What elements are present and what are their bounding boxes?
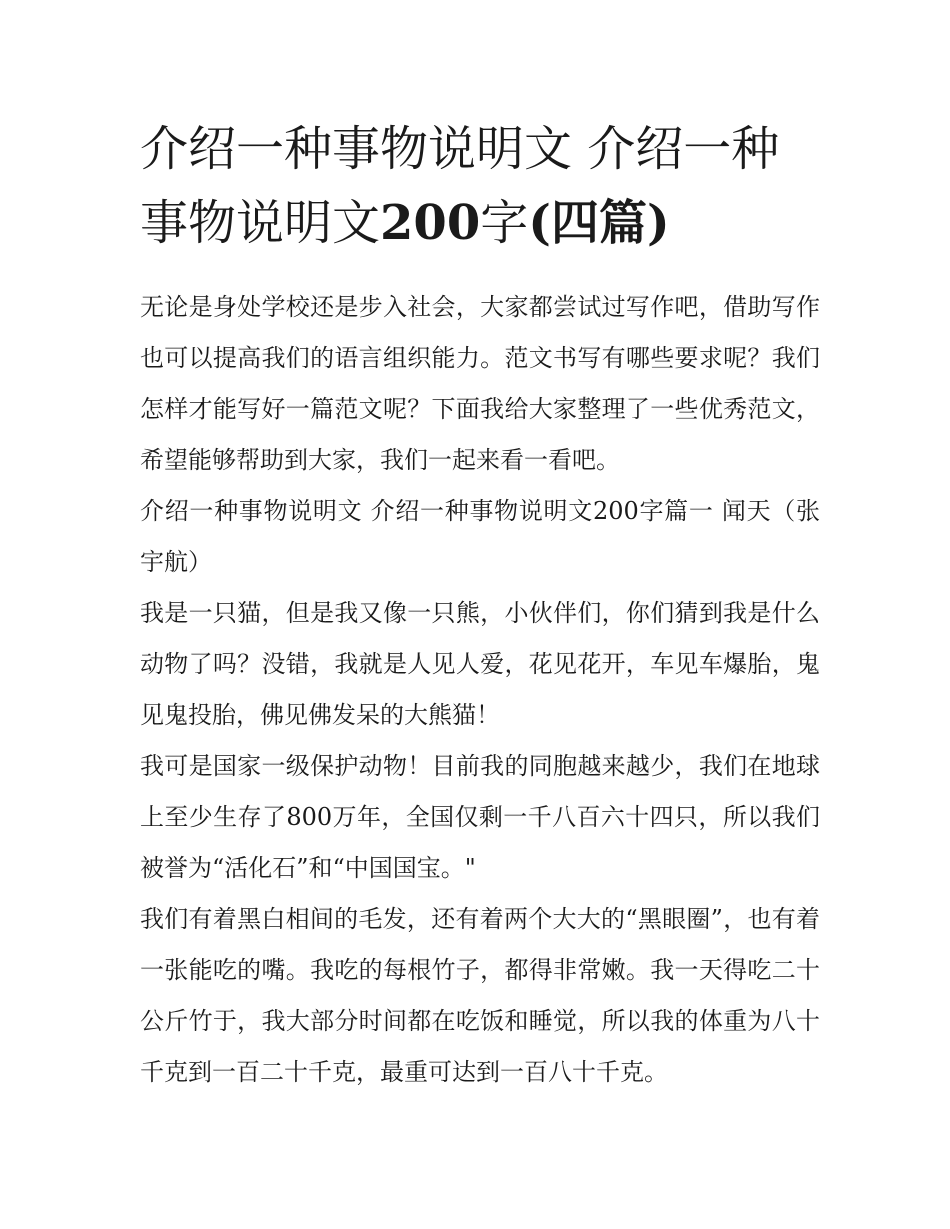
- title-suffix: 字: [480, 195, 529, 251]
- paragraph-heading: 介绍一种事物说明文 介绍一种事物说明文200字篇一 闻天（张宇航）: [140, 497, 820, 576]
- title-text: 介绍一种事物说明文 介绍一种事物说明文: [140, 121, 780, 251]
- paragraph-body: 我们有着黑白相间的毛发，还有着两个大大的“黑眼圈”，也有着一张能吃的嘴。我吃的每根竹子，都得非常嫩。我一天得吃二十公斤竹于，我大部分时间都在吃饭和睡觉，所以我的体重为八十千克到一百二十千克，最重可达到一百八十千克。: [140, 905, 820, 1086]
- paragraph-body: 我可是国家一级保护动物！目前我的同胞越来越少，我们在地球上至少生存了800万年，全国仅剩一千八百六十四只，所以我们被誉为“活化石”和“中国国宝。": [140, 752, 820, 882]
- title-number: 200: [380, 195, 481, 251]
- paragraph-intro: 无论是身处学校还是步入社会，大家都尝试过写作吧，借助写作也可以提高我们的语言组织能力。范文书写有哪些要求呢？我们怎样才能写好一篇范文呢？下面我给大家整理了一些优秀范文，希望能够帮助到大家，我们一起来看一看吧。: [140, 293, 820, 474]
- document-content: [140, 112, 820, 1098]
- document-title: [140, 112, 820, 260]
- title-count: (四篇): [528, 195, 670, 251]
- paragraph-body: 我是一只猫，但是我又像一只熊，小伙伴们，你们猜到我是什么动物了吗？没错，我就是人见人爱，花见花开，车见车爆胎，鬼见鬼投胎，佛见佛发呆的大熊猫！: [140, 599, 820, 729]
- document-body: [140, 282, 820, 1098]
